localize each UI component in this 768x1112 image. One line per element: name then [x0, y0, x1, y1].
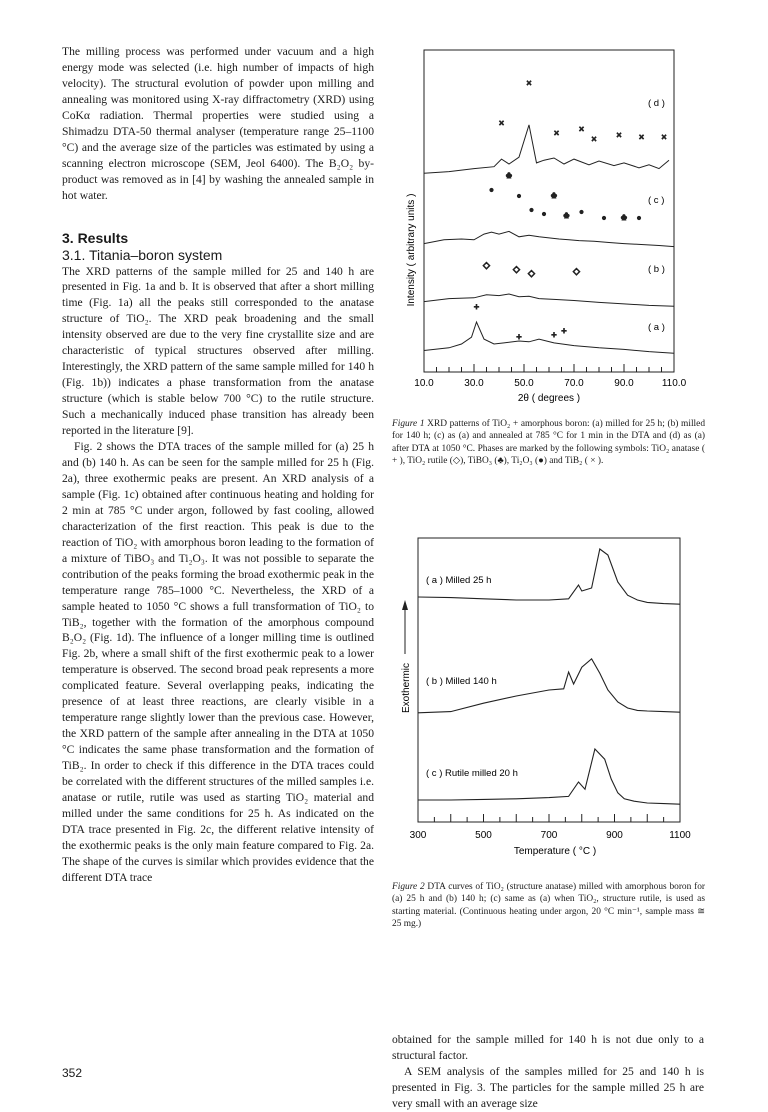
ti2o3-marker [602, 216, 605, 219]
rutile-marker: ◇ [528, 268, 535, 278]
rutile-marker: ◇ [513, 264, 520, 274]
fig1-tick-label: 10.0 [414, 378, 434, 389]
fig2-caption-label: Figure 2 [392, 882, 425, 892]
paragraph-methods: The milling process was performed under vacuum and a high energy mode was selected (i.e. high number of impacts of high velocity). The structural evolution of powder upon milling and annealing was monitored using X-ray diffractometry (XRD) using CoKα radiation. Thermal properties were studied using a Shimadzu DTA-50 thermal analyser (temperature range 25–1100 °C) and the average size of the particles was estimated by using a scanning electron microscope (SEM, Jeol 6400). The B₂O₂ by-product was removed as in [4] by washing the annealed sample in hot water. [62, 45, 374, 202]
fig1-tick-label: 110.0 [661, 378, 687, 389]
fig1-trace-label-a: ( a ) [648, 322, 665, 333]
tib2-marker: × [591, 134, 597, 144]
fig1-trace-d [424, 125, 669, 173]
ti2o3-marker [580, 210, 583, 213]
rutile-marker: ◇ [573, 266, 580, 276]
ti2o3-marker [517, 194, 520, 197]
figure-1-caption [392, 418, 705, 468]
figure-1-xrd-chart [392, 40, 692, 412]
fig1-caption-label: Figure 1 [392, 419, 425, 429]
exothermic-arrow [402, 600, 408, 654]
fig2-trace-label-a: ( a ) Milled 25 h [426, 575, 492, 586]
ti2o3-marker [637, 216, 640, 219]
anatase-marker: + [551, 330, 557, 340]
tib2-marker: × [498, 118, 505, 128]
subsection-heading: 3.1. Titania–boron system [62, 246, 223, 263]
fig2-x-axis-label: Temperature ( °C ) [513, 846, 597, 857]
fig2-tick-label: 300 [409, 830, 427, 841]
fig2-tick-label: 1100 [669, 830, 691, 841]
page-number: 352 [62, 1066, 83, 1080]
fig2-tick-label: 700 [540, 830, 558, 841]
anatase-marker: + [561, 326, 567, 336]
paragraph-right-2: A SEM analysis of the samples milled for 25 and 140 h is presented in Fig. 3. The particles for the sample milled 25 h are very small with an average size [392, 1064, 704, 1110]
fig1-frame [424, 50, 674, 372]
fig1-trace-label-c: ( c ) [648, 195, 665, 206]
fig2-tick-label: 900 [606, 830, 623, 841]
tib2-marker: × [553, 128, 560, 138]
section-heading: 3. Results [62, 229, 129, 246]
tib2-marker: × [638, 132, 645, 142]
right-text-column [392, 1032, 704, 1112]
rutile-marker: ◇ [483, 260, 490, 270]
tib2-marker: × [616, 130, 622, 140]
fig1-trace-c [424, 231, 674, 246]
figure-2-caption [392, 881, 705, 931]
fig2-y-axis-label: Exothermic [401, 662, 412, 714]
paragraph-xrd: The XRD patterns of the sample milled for 25 and 140 h are presented in Fig. 1a and b. It is observed that after a short milling time (Fig. 1a) all the peaks still corresponded to the anatase structure of TiO₂. The XRD peak broadening and the small intensity observed are due to the very fine crystallite size and are characteristic of typical structures observed after milling. Interestingly, the XRD pattern of the same sample milled for 140 h (Fig. 1b)) indicates a phase transformation from the anatase structure (which is stable below 700 °C) to the rutile structure. Such a mechanically induced phase transition has already been reported in the literature [9]. [62, 264, 374, 438]
tibo3-marker: ♣ [506, 170, 512, 180]
fig2-trace-label-c: ( c ) Rutile milled 20 h [426, 768, 518, 779]
ti2o3-marker [490, 188, 493, 191]
fig1-caption-text: XRD patterns of TiO₂ + amorphous boron: (a) milled for 25 h; (b) milled for 140 h; (c) as (a) and annealed at 785 °C for 1 min in the DTA and (d) as (a) after DTA at 1050 °C. Phases are marked by the following symbols: TiO₂ anatase ( + ), TiO₂ rutile (◇), TiBO₃ (♣), Ti₂O₃ (●) and TiB₂ ( × ). [392, 419, 706, 467]
tib2-marker: × [661, 132, 667, 142]
ti2o3-marker [530, 208, 533, 211]
paragraph-dta: Fig. 2 shows the DTA traces of the sample milled for (a) 25 h and (b) 140 h. As can be seen for the sample milled for 25 h (Fig. 2a), three exothermic peaks are present. An XRD analysis of a sample (Fig. 1c) obtained after continuous heating and holding for 2 min at 785 °C under argon, followed by fast cooling, allowed characterization of the first reaction. This peak is due to the reaction of TiO₂ with amorphous boron leading to the formation of a mixture of TiBO₃ and Ti₂O₃. It was not possible to separate the contribution of the peaks forming the broad exothermic peak in the temperature range 785–1000 °C. Nevertheless, the XRD of a sample heated to 1050 °C shows a full transformation of TiO₂ to TiB₂, together with the formation of the amorphous compound B₂O₂ (Fig. 1d). The influence of a longer milling time is outlined Fig. 2b, where a small shift of the first exothermic peak to a lower temperature is observed. The second broad peak represents a more complicated feature. Several overlapping peaks, indicating the presence of at least three reactions, are clearly visible in a temperature range slightly lower than the previous case. However, the XRD pattern of the sample after annealing in the DTA at 1050 °C indicates the same phase transformation and the formation of TiB₂. In order to check if this difference in the DTA traces could be correlated with the different structures of the milled samples i.e. anatase or rutile, rutile was used as starting TiO₂ material and milled under the same conditions for 25 h. As indicated on the DTA trace presented in Fig. 2c, the different relative intensity of the exothermic peaks is the only main feature compared to Fig. 2a. The shape of the curves is similar which provides evidence that the different DTA trace [62, 440, 374, 884]
fig1-trace-b [424, 294, 674, 306]
figure-2-dta-chart [392, 536, 702, 876]
tibo3-marker: ♣ [551, 190, 557, 200]
tibo3-marker: ♣ [621, 212, 627, 222]
fig1-tick-label: 90.0 [614, 378, 634, 389]
tib2-marker: × [578, 124, 585, 134]
ti2o3-marker [542, 212, 545, 215]
fig1-trace-label-b: ( b ) [648, 264, 665, 275]
fig1-x-axis-label: 2θ ( degrees ) [517, 393, 581, 404]
fig2-trace-label-b: ( b ) Milled 140 h [426, 676, 497, 687]
anatase-marker: + [516, 332, 522, 342]
fig1-trace-a [424, 322, 674, 353]
fig2-caption-text: DTA curves of TiO₂ (structure anatase) milled with amorphous boron for (a) 25 h and (b) 140 h; (c) same as (a) when TiO₂, structure rutile, is used as starting material. (Continuous heating under argon, 20 °C min⁻¹, sample mass ≅ 25 mg.) [392, 882, 706, 930]
fig2-tick-label: 500 [475, 830, 492, 841]
paragraph-right-1: obtained for the sample milled for 140 h is not due only to a structural factor. [392, 1033, 704, 1062]
anatase-marker: + [473, 302, 480, 312]
fig1-tick-label: 70.0 [564, 378, 584, 389]
left-text-column [62, 44, 374, 886]
fig1-tick-label: 50.0 [514, 378, 534, 389]
tib2-marker: × [526, 78, 532, 88]
fig1-y-axis-label: Intensity ( arbitrary units ) [406, 193, 417, 307]
tibo3-marker: ♣ [563, 210, 570, 220]
fig1-trace-label-d: ( d ) [648, 98, 665, 109]
fig1-tick-label: 30.0 [464, 378, 484, 389]
